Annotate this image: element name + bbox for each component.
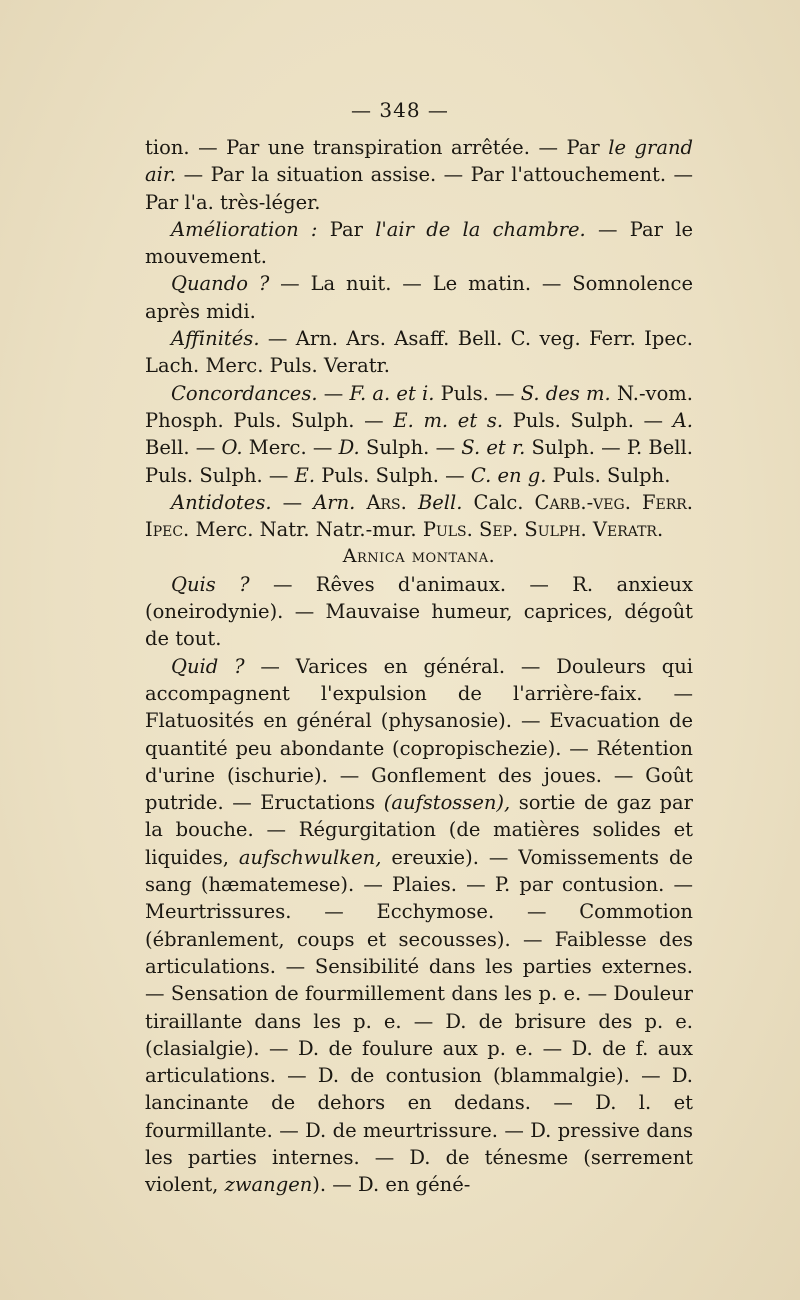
section-title: Arnica montana. [342, 545, 496, 568]
heading-antidotes: Antidotes. [171, 490, 272, 514]
page-number: — 348 — [351, 98, 449, 122]
paragraph-affinites: Affinités. — Arn. Ars. Asaff. Bell. C. veg. Ferr. Ipec. Lach. Merc. Puls. Veratr. [145, 327, 693, 378]
paragraph-antidotes: Antidotes. — Arn. Ars. Bell. Calc. Carb.-veg. Ferr. Ipec. Merc. Natr. Natr.-mur. Puls. Sep. Sulph. Veratr. [145, 490, 693, 542]
paragraph-quando: Quando ? — La nuit. — Le matin. — Somnolence après midi. [145, 272, 693, 323]
page-body [145, 134, 693, 1199]
paragraph-amelioration: Amélioration : Par l'air de la chambre. — Par le mouvement. [145, 217, 693, 269]
heading-amelioration: Amélioration : [171, 217, 318, 241]
paragraph-concordances: Concordances. — F. a. et i. Puls. — S. des m. N.-vom. Phosph. Puls. Sulph. — E. m. et s. Puls. Sulph. — A. Bell. — O. Merc. — D. Sulph. — S. et r. Sulph. — P. Bell. Puls. Sulph. — E. Puls. Sulph. — C. en g. Puls. Sulph. [145, 381, 693, 487]
paragraph-quid: Quid ? — Varices en général. — Douleurs qui accompagnent l'expulsion de l'arrière-faix. — Flatuosités en général (physanosie). — Evacuation de quantité peu abondante (copropischezie). — Rétention d'urine (ischurie). — Gonflement des joues. — Goût putride. — Eructations (aufstossen), sortie de gaz par la bouche. — Régurgitation (de matières solides et liquides, aufschwulken, ereuxie). — Vomissements de sang (hæmatemese). — Plaies. — P. par contusion. — Meurtrissures. — Ecchymose. — Commotion (ébranlement, coups et secousses). — Faiblesse des articulations. — Sensibilité dans les parties externes. — Sensation de fourmillement dans les p. e. — Douleur tiraillante dans les p. e. — D. de brisure des p. e. (clasialgie). — D. de foulure aux p. e. — D. de f. aux articulations. — D. de contusion (blammalgie). — D. lancinante de dehors en dedans. — D. l. et fourmillante. — D. de meurtrissure. — D. pressive dans les parties internes. — D. de ténesme (serrement violent, zwangen). — D. en géné- [145, 654, 693, 1197]
heading-quid: Quid ? [171, 654, 245, 678]
heading-quando: Quando ? [171, 272, 270, 296]
heading-quis: Quis ? [171, 572, 250, 596]
paragraph-quis: Quis ? — Rêves d'animaux. — R. anxieux (oneirodynie). — Mauvaise humeur, caprices, dégoût de tout. [145, 572, 693, 651]
heading-affinites: Affinités. [171, 327, 260, 351]
paragraph-aggravation: tion. — Par une transpiration arrêtée. — Par le grand air. — Par la situation assise. — Par l'attouchement. — Par l'a. très-léger. [145, 136, 694, 214]
heading-concordances: Concordances. [171, 381, 318, 405]
